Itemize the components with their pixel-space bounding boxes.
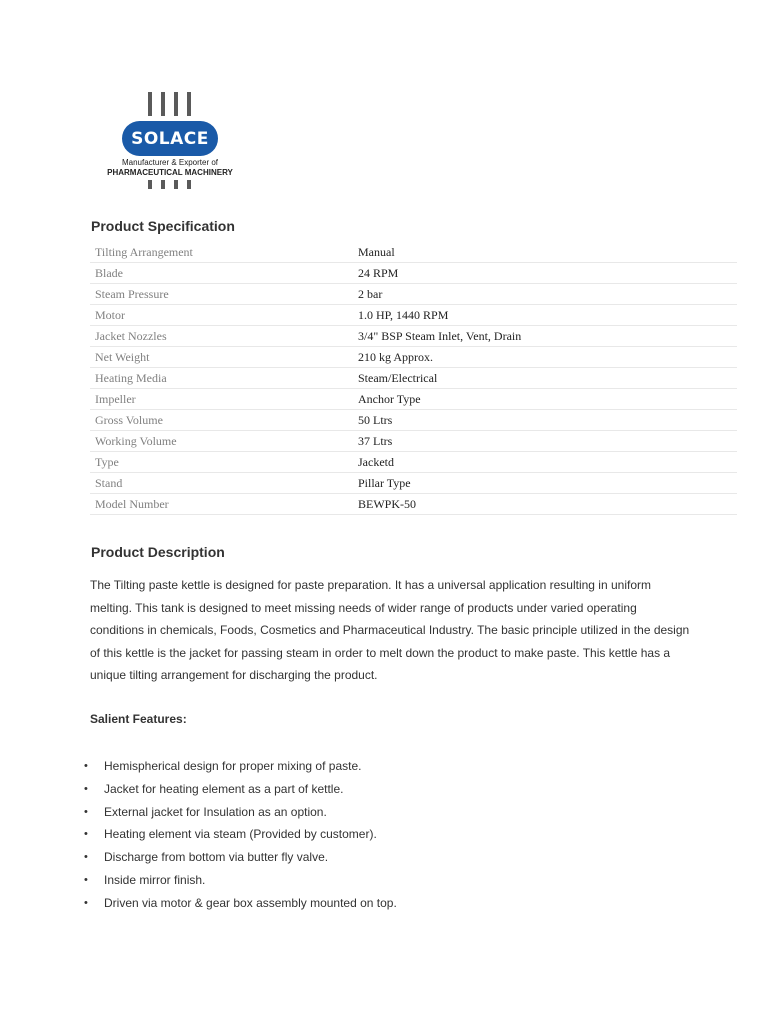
feature-text: Hemispherical design for proper mixing of paste. <box>104 759 362 773</box>
spec-row <box>90 452 737 473</box>
logo-tagline-bold: PHARMACEUTICAL MACHINERY <box>107 168 233 177</box>
logo-tagline: Manufacturer & Exporter of <box>121 158 219 167</box>
bullet-icon: • <box>84 782 88 795</box>
spec-key: Net Weight <box>90 347 353 368</box>
spec-value: 210 kg Approx. <box>353 347 737 368</box>
feature-text: Discharge from bottom via butter fly valve. <box>104 850 329 865</box>
spec-key: Stand <box>90 473 353 494</box>
spec-key: Type <box>90 452 353 473</box>
spec-key: Working Volume <box>90 431 353 452</box>
spec-row <box>90 242 737 263</box>
logo-bars-top <box>148 92 191 116</box>
spec-key: Motor <box>90 305 353 326</box>
bullet-icon: • <box>84 851 88 864</box>
feature-item <box>84 778 397 801</box>
description-body: The Tilting paste kettle is designed for paste preparation. It has a universal application resulting in uniform melting. This tank is designed to meet missing needs of wider range of products under varied operating conditions in chemicals, Foods, Cosmetics and Pharmaceutical Industry. The basic principle utilized in the design of this kettle is the jacket for passing steam in order to melt down the product to make paste. This kettle has a unique tilting arrangement for discharging the product. <box>90 578 690 682</box>
spec-row <box>90 326 737 347</box>
features-heading: Salient Features: <box>90 712 187 726</box>
spec-row <box>90 410 737 431</box>
bullet-icon: • <box>84 760 88 772</box>
spec-value: 1.0 HP, 1440 RPM <box>353 305 737 326</box>
logo-bars-bottom <box>148 180 191 189</box>
spec-key: Heating Media <box>90 368 353 389</box>
spec-key: Impeller <box>90 389 353 410</box>
spec-value: 24 RPM <box>353 263 737 284</box>
logo-brand-text: SOLACE <box>131 128 209 149</box>
spec-row <box>90 431 737 452</box>
spec-value: 37 Ltrs <box>353 431 737 452</box>
spec-row <box>90 263 737 284</box>
bullet-icon: • <box>84 828 88 841</box>
feature-text: Heating element via steam (Provided by customer). <box>104 827 377 842</box>
spec-value: Pillar Type <box>353 473 737 494</box>
feature-text: Inside mirror finish. <box>104 872 206 887</box>
bullet-icon: • <box>84 805 88 818</box>
spec-value: 50 Ltrs <box>353 410 737 431</box>
spec-heading: Product Specification <box>91 218 235 234</box>
spec-value: Anchor Type <box>353 389 737 410</box>
feature-item <box>84 755 397 778</box>
spec-value: BEWPK-50 <box>353 494 737 515</box>
spec-value: 3/4" BSP Steam Inlet, Vent, Drain <box>353 326 737 347</box>
spec-row <box>90 305 737 326</box>
feature-item <box>84 823 397 846</box>
spec-key: Tilting Arrangement <box>90 242 353 263</box>
spec-row <box>90 284 737 305</box>
spec-row <box>90 347 737 368</box>
spec-value: Manual <box>353 242 737 263</box>
spec-row <box>90 368 737 389</box>
feature-item <box>84 892 397 915</box>
spec-key: Jacket Nozzles <box>90 326 353 347</box>
description-heading: Product Description <box>91 544 225 560</box>
feature-item <box>84 846 397 869</box>
spec-value: 2 bar <box>353 284 737 305</box>
bullet-icon: • <box>84 896 88 909</box>
solace-logo <box>96 92 244 192</box>
feature-text: Jacket for heating element as a part of kettle. <box>104 781 344 796</box>
spec-table <box>90 242 737 515</box>
spec-value: Jacketd <box>353 452 737 473</box>
spec-row <box>90 473 737 494</box>
logo-badge <box>122 121 218 156</box>
spec-value: Steam/Electrical <box>353 368 737 389</box>
spec-key: Steam Pressure <box>90 284 353 305</box>
spec-row <box>90 389 737 410</box>
features-list <box>84 755 397 915</box>
bullet-icon: • <box>84 873 88 886</box>
feature-text: Driven via motor & gear box assembly mounted on top. <box>104 895 397 910</box>
spec-key: Blade <box>90 263 353 284</box>
spec-key: Gross Volume <box>90 410 353 431</box>
feature-item <box>84 869 397 892</box>
feature-text: External jacket for Insulation as an option. <box>104 804 327 819</box>
spec-key: Model Number <box>90 494 353 515</box>
spec-row <box>90 494 737 515</box>
feature-item <box>84 801 397 824</box>
